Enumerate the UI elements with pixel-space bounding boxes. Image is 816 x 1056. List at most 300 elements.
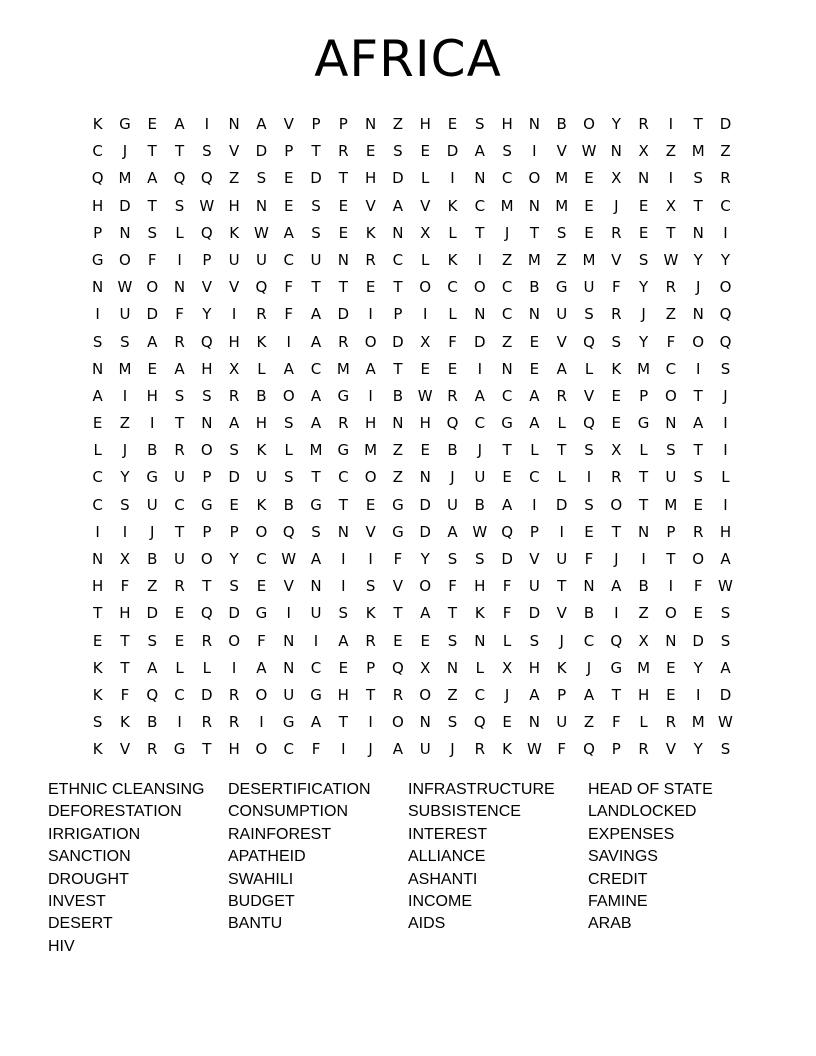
grid-letter: I [586,468,592,487]
grid-letter: X [611,441,622,460]
grid-letter: T [502,441,512,460]
grid-letter: R [174,577,185,596]
grid-letter: O [692,332,705,351]
grid-letter: E [529,359,540,378]
grid-letter: M [500,196,514,215]
grid-letter: R [611,223,622,242]
grid-letter: C [501,386,513,405]
grid-letter: K [92,740,103,759]
grid-letter: X [501,658,513,677]
grid-letter: N [501,359,513,378]
word-list-item: APATHEID [228,848,306,866]
grid-letter: N [310,577,322,596]
grid-letter: H [528,658,541,677]
grid-letter: D [146,305,159,324]
grid-letter: A [365,359,376,378]
grid-letter: A [501,495,513,514]
grid-letter: O [473,278,486,297]
grid-letter: N [665,631,677,650]
word-list-item: AIDS [408,915,446,933]
grid-letter: B [447,441,458,460]
grid-letter: A [392,196,404,215]
grid-letter: N [283,631,295,650]
word-list-item: CONSUMPTION [228,803,348,821]
grid-letter: T [693,196,703,215]
grid-letter: G [91,250,104,269]
grid-letter: E [365,495,376,514]
grid-letter: F [584,550,594,568]
grid-letter: D [446,142,459,161]
grid-letter: F [147,250,157,269]
grid-letter: I [477,250,483,269]
grid-letter: D [555,495,568,514]
grid-letter: Q [200,223,213,242]
grid-letter: R [201,631,213,650]
grid-letter: C [583,631,595,650]
grid-letter: H [146,386,158,405]
grid-letter: C [283,250,294,269]
grid-letter: U [174,468,186,487]
grid-letter: S [365,577,376,596]
grid-letter: Q [173,169,186,188]
grid-letter: S [556,223,567,242]
grid-letter: G [173,740,186,759]
grid-letter: C [92,495,103,514]
grid-letter: O [282,386,295,405]
grid-letter: V [365,522,376,541]
grid-letter: Z [501,250,513,269]
grid-letter: D [692,631,704,650]
grid-letter: O [419,577,432,596]
grid-letter: C [474,196,486,215]
grid-letter: E [611,414,622,433]
grid-letter: P [393,305,403,324]
word-list [48,779,768,958]
grid-letter: L [421,250,430,269]
grid-letter: Z [720,142,731,161]
grid-letter: E [447,115,458,133]
grid-letter: T [393,278,403,297]
grid-letter: I [695,685,701,704]
grid-letter: R [447,386,458,405]
grid-letter: F [284,278,294,297]
grid-letter: E [338,196,349,215]
grid-letter: Z [392,468,404,487]
grid-letter: H [719,522,732,541]
grid-letter: Q [200,604,213,623]
grid-letter: C [174,495,185,514]
grid-letter: K [92,115,103,133]
grid-letter: Z [665,305,677,324]
grid-letter: Z [665,142,677,161]
grid-letter: Q [610,631,623,650]
grid-letter: S [475,115,485,133]
grid-letter: L [448,223,457,242]
grid-letter: A [310,332,322,351]
grid-letter: S [202,142,212,161]
grid-letter: K [229,223,240,242]
grid-letter: P [284,142,294,161]
grid-letter: R [256,305,267,324]
grid-letter: P [229,522,239,541]
grid-letter: I [341,577,346,596]
grid-letter: Q [583,332,595,351]
grid-letter: S [283,414,294,433]
grid-letter: U [419,740,431,759]
grid-letter: Z [392,115,404,133]
grid-letter: G [337,386,350,405]
grid-letter: P [93,223,103,242]
grid-letter: L [502,631,512,650]
grid-letter: A [174,359,185,378]
grid-letter: B [283,495,294,514]
grid-letter: I [614,604,619,623]
grid-letter: D [255,142,268,161]
grid-letter: V [201,278,212,297]
grid-letter: C [283,740,294,759]
grid-letter: U [583,278,595,297]
grid-letter: L [475,658,484,677]
grid-letter: R [638,740,649,759]
grid-letter: E [338,223,349,242]
grid-letter: Q [200,169,213,188]
word-list-item: RAINFOREST [228,825,332,843]
grid-letter: T [311,278,321,297]
grid-letter: K [556,658,567,677]
grid-letter: N [228,115,240,133]
grid-letter: W [526,740,542,759]
grid-letter: M [527,250,541,269]
grid-letter: C [92,468,103,487]
grid-letter: N [173,278,186,297]
grid-letter: V [365,196,376,215]
grid-letter: U [556,713,568,732]
grid-letter: M [691,142,705,161]
grid-letter: A [147,169,158,188]
grid-letter: Y [639,278,649,297]
grid-letter: S [447,713,458,732]
grid-letter: R [392,685,404,704]
grid-letter: E [611,386,622,405]
grid-letter: A [92,386,103,405]
grid-letter: F [557,740,567,759]
grid-letter: S [120,495,130,514]
grid-letter: K [502,740,513,759]
grid-letter: U [119,305,131,324]
grid-letter: K [256,332,267,351]
grid-letter: I [723,495,728,514]
grid-letter: R [665,713,677,732]
grid-letter: L [530,441,539,460]
grid-letter: R [174,441,185,460]
grid-letter: O [610,495,623,514]
grid-letter: N [337,250,349,269]
grid-letter: X [228,359,240,378]
grid-letter: S [120,332,130,351]
grid-letter: T [693,115,703,133]
grid-letter: A [529,685,540,704]
grid-letter: T [693,441,703,460]
grid-letter: E [584,169,594,188]
grid-letter: C [174,685,185,704]
grid-letter: H [228,196,240,215]
grid-letter: Z [228,169,240,188]
grid-letter: F [393,550,403,568]
grid-letter: I [341,550,346,568]
grid-letter: C [92,142,103,161]
grid-letter: G [392,522,404,541]
grid-letter: T [557,441,567,460]
grid-letter: U [665,468,677,487]
page-title: AFRICA [314,30,502,88]
grid-letter: N [446,658,459,677]
grid-letter: H [92,196,104,215]
grid-letter: K [92,658,103,677]
grid-letter: H [92,577,104,596]
grid-letter: I [532,495,537,514]
grid-letter: W [417,386,433,405]
grid-letter: T [393,359,403,378]
grid-letter: G [501,414,513,433]
grid-letter: C [501,169,513,188]
grid-letter: Z [392,441,404,460]
grid-letter: T [447,604,458,623]
grid-letter: J [504,685,510,704]
grid-letter: J [150,522,155,541]
grid-letter: Z [501,332,513,351]
grid-letter: C [256,550,267,568]
grid-letter: Q [282,522,295,541]
grid-letter: O [200,550,213,568]
grid-letter: F [448,332,457,351]
grid-letter: T [366,685,376,704]
grid-letter: H [228,740,240,759]
grid-letter: U [556,305,568,324]
grid-letter: D [228,604,240,623]
grid-letter: O [364,332,377,351]
grid-letter: E [92,414,103,433]
grid-letter: E [174,604,185,623]
grid-letter: M [691,713,705,732]
grid-letter: A [147,658,158,677]
word-list-item: INFRASTRUCTURE [408,781,555,798]
grid-letter: S [693,468,703,487]
grid-letter: O [146,278,159,297]
grid-letter: R [556,386,567,405]
grid-letter: O [419,685,432,704]
grid-letter: S [283,468,294,487]
grid-letter: E [365,278,376,297]
grid-letter: W [718,713,733,732]
grid-letter: I [341,740,346,759]
grid-letter: O [664,386,677,405]
grid-letter: K [256,441,267,460]
grid-letter: G [146,468,159,487]
grid-letter: Q [146,685,159,704]
grid-letter: L [175,658,184,677]
grid-letter: R [338,414,349,433]
grid-letter: R [611,305,622,324]
grid-letter: S [447,631,458,650]
grid-letter: J [122,441,128,460]
grid-letter: W [281,550,297,568]
grid-letter: U [310,250,322,269]
grid-letter: E [147,359,157,378]
grid-letter: B [638,577,649,596]
grid-letter: C [474,414,486,433]
word-list-item: HEAD OF STATE [588,781,713,798]
grid-letter: M [118,359,132,378]
grid-letter: S [338,604,349,623]
word-list-item: HIV [48,937,75,955]
grid-letter: I [259,713,264,732]
word-list-item: BUDGET [228,892,295,910]
grid-letter: M [637,359,651,378]
grid-letter: A [283,223,294,242]
grid-letter: V [556,604,567,623]
grid-letter: A [174,115,185,133]
grid-letter: T [475,223,485,242]
grid-letter: D [528,604,541,623]
grid-letter: T [120,631,130,650]
grid-letter: A [447,522,458,541]
grid-letter: M [637,658,651,677]
grid-letter: U [255,250,267,269]
word-list-item: ALLIANCE [408,848,486,866]
grid-letter: T [666,550,676,568]
grid-letter: S [720,604,731,623]
grid-letter: G [610,658,623,677]
grid-letter: N [119,223,131,242]
grid-letter: I [95,305,100,324]
grid-letter: K [611,359,622,378]
grid-letter: L [584,359,594,378]
grid-letter: F [311,740,321,759]
grid-letter: H [337,685,349,704]
word-list-item: EXPENSES [588,825,675,843]
grid-letter: Z [638,604,649,623]
grid-letter: L [557,468,566,487]
grid-letter: F [257,631,266,650]
grid-letter: F [120,685,130,704]
grid-letter: T [202,740,212,759]
grid-letter: V [392,577,404,596]
grid-letter: Q [91,169,104,188]
grid-letter: N [474,305,486,324]
grid-letter: A [310,305,322,324]
grid-letter: O [119,250,131,269]
grid-letter: N [255,196,268,215]
grid-letter: A [556,359,567,378]
grid-letter: J [723,386,728,405]
grid-letter: R [228,685,240,704]
word-list-item: SANCTION [48,848,131,866]
grid-letter: U [283,685,295,704]
grid-letter: P [311,115,321,133]
grid-letter: A [529,386,540,405]
grid-letter: M [555,169,569,188]
grid-letter: T [611,522,621,541]
grid-letter: E [638,223,649,242]
grid-letter: S [611,332,622,351]
grid-letter: N [392,414,404,433]
grid-letter: G [337,441,350,460]
grid-letter: K [447,250,458,269]
grid-letter: C [720,196,731,215]
word-list-item: SAVINGS [588,848,658,866]
grid-letter: T [147,142,157,161]
grid-letter: A [256,115,267,133]
grid-letter: D [392,169,404,188]
grid-letter: E [393,631,403,650]
grid-letter: I [532,142,537,161]
grid-letter: S [147,631,157,650]
grid-letter: L [557,414,566,433]
grid-letter: Q [501,522,513,541]
grid-letter: R [611,468,622,487]
grid-letter: R [228,386,240,405]
grid-letter: K [365,604,376,623]
grid-letter: B [529,278,540,297]
grid-letter: U [447,495,458,514]
grid-letter: S [229,577,239,596]
grid-letter: O [392,713,404,732]
grid-letter: Y [639,332,649,351]
grid-letter: I [313,631,319,650]
grid-letter: S [229,441,239,460]
grid-letter: T [338,169,348,188]
grid-letter: F [284,305,294,324]
grid-letter: W [718,577,733,596]
grid-letter: X [119,550,131,568]
grid-letter: A [310,386,322,405]
grid-letter: D [228,468,240,487]
grid-letter: E [174,631,185,650]
grid-letter: T [311,142,321,161]
grid-letter: J [586,658,592,677]
grid-letter: M [364,441,378,460]
grid-letter: T [147,196,157,215]
grid-letter: P [202,250,212,269]
grid-letter: F [448,577,457,596]
grid-letter: E [283,196,294,215]
grid-letter: B [147,713,158,732]
grid-letter: N [665,414,677,433]
grid-letter: F [693,577,703,596]
grid-letter: N [419,713,431,732]
grid-letter: W [581,142,597,161]
grid-letter: I [95,522,100,541]
grid-letter: G [255,604,268,623]
grid-letter: V [556,332,567,351]
grid-letter: T [93,604,103,623]
grid-letter: D [419,522,431,541]
grid-letter: R [365,631,376,650]
grid-letter: A [256,658,267,677]
grid-letter: G [310,685,322,704]
grid-letter: G [201,495,213,514]
grid-letter: N [528,115,541,133]
grid-letter: W [663,250,679,269]
grid-letter: N [365,115,377,133]
grid-letter: S [311,223,321,242]
grid-letter: R [720,169,731,188]
grid-letter: T [338,713,348,732]
grid-letter: L [284,441,293,460]
word-list-item: ARAB [588,915,632,933]
grid-letter: D [146,604,159,623]
grid-letter: I [122,386,128,405]
